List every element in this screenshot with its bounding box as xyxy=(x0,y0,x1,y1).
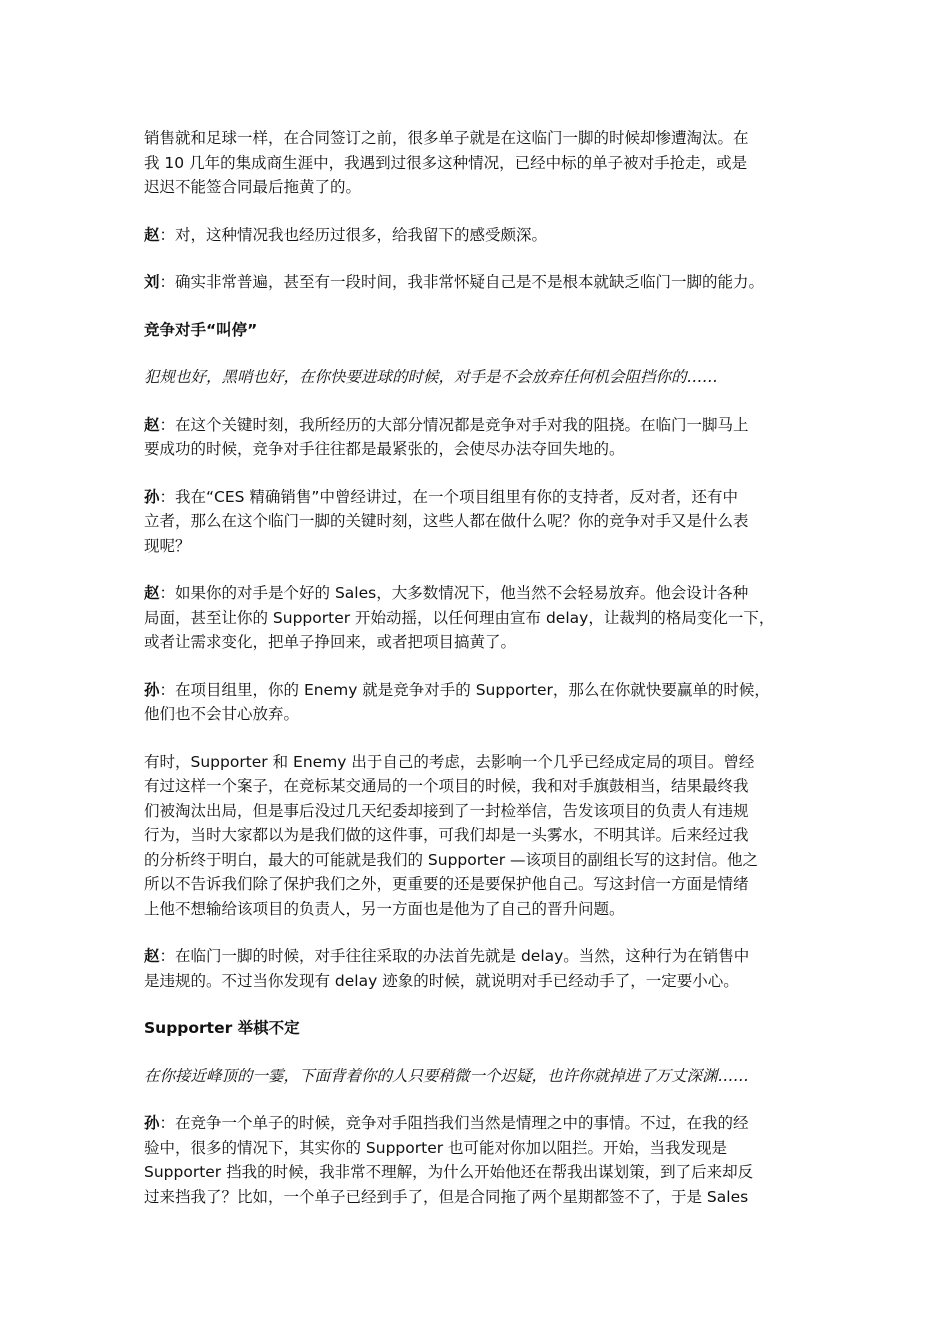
dialogue-text: ：我在“CES 精确销售”中曾经讲过，在一个项目组里有你的支持者，反对者，还有中 xyxy=(159,487,738,506)
section-heading: 竞争对手“叫停” xyxy=(144,320,258,339)
text-line: 我 10 几年的集成商生涯中，我遇到过很多这种情况，已经中标的单子被对手抢走，或是 xyxy=(144,153,748,172)
text-line xyxy=(144,1111,814,1136)
dialogue-text: ：如果你的对手是个好的 Sales，大多数情况下，他当然不会轻易放弃。他会设计各种 xyxy=(159,584,749,602)
dialogue-paragraph xyxy=(144,413,814,462)
text-line: 所以不告诉我们除了保护我们之外，更重要的还是要保护他自己。写这封信一方面是情绪 xyxy=(144,875,749,893)
text-line: 过来挡我了？比如，一个单子已经到手了，但是合同拖了两个星期都签不了，于是 Sales xyxy=(144,1187,749,1206)
text-line: 验中，很多的情况下，其实你的 Supporter 也可能对你加以阻拦。开始，当我发现是 xyxy=(144,1138,728,1157)
text-line: 销售就和足球一样，在合同签订之前，很多单子就是在这临门一脚的时候却惨遭淘汰。在 xyxy=(144,129,749,147)
dialogue-paragraph xyxy=(144,485,814,559)
text-line xyxy=(144,270,814,295)
dialogue-text: ：在竞争一个单子的时候，竞争对手阻挡我们当然是情理之中的事情。不过，在我的经 xyxy=(159,1114,749,1132)
text-line: 局面，甚至让你的 Supporter 开始动摇，以任何理由宣布 delay，让裁判的格局变化一下， xyxy=(144,608,775,627)
text-line xyxy=(144,944,814,969)
speaker-name: 赵 xyxy=(144,584,160,602)
text-line xyxy=(144,223,814,248)
dialogue-paragraph xyxy=(144,581,814,655)
case-paragraph xyxy=(144,750,814,922)
text-line: 是违规的。不过当你发现有 delay 迹象的时候，就说明对手已经动手了，一定要小心。 xyxy=(144,971,739,990)
text-line: 现呢？ xyxy=(144,536,191,555)
dialogue-text: ：在项目组里，你的 Enemy 就是竞争对手的 Supporter，那么在你就快要赢单的时候， xyxy=(159,680,770,699)
document-page xyxy=(144,126,814,1209)
section-heading: Supporter 举棋不定 xyxy=(144,1019,300,1037)
speaker-name: 刘 xyxy=(144,273,160,291)
speaker-name: 孙 xyxy=(144,1114,160,1132)
intro-paragraph xyxy=(144,126,814,200)
text-line: 的分析终于明白，最大的可能就是我们的 Supporter —该项目的副组长写的这封信。他之 xyxy=(144,850,759,869)
text-line: 他们也不会甘心放弃。 xyxy=(144,705,300,723)
text-line: 们被淘汰出局，但是事后没过几天纪委却接到了一封检举信，告发该项目的负责人有违规 xyxy=(144,801,749,820)
text-line xyxy=(144,581,814,606)
dialogue-text: ：确实非常普遍，甚至有一段时间，我非常怀疑自己是不是根本就缺乏临门一脚的能力。 xyxy=(159,273,765,291)
dialogue-paragraph xyxy=(144,944,814,993)
speaker-name: 赵 xyxy=(144,415,160,434)
section-epigraph: 犯规也好，黑哨也好，在你快要进球的时候，对手是不会放弃任何机会阻挡你的…… xyxy=(144,368,718,386)
dialogue-paragraph xyxy=(144,270,814,295)
speaker-name: 赵 xyxy=(144,947,160,965)
text-line: 或者让需求变化，把单子挣回来，或者把项目搞黄了。 xyxy=(144,633,517,651)
dialogue-text: ：在临门一脚的时候，对手往往采取的办法首先就是 delay。当然，这种行为在销售中 xyxy=(159,947,750,965)
text-line: 要成功的时候，竞争对手往往都是最紧张的，会使尽办法夺回失地的。 xyxy=(144,440,625,458)
text-line: 立者，那么在这个临门一脚的关键时刻，这些人都在做什么呢？你的竞争对手又是什么表 xyxy=(144,512,749,530)
section-epigraph: 在你接近峰顶的一霎，下面背着你的人只要稍微一个迟疑，也许你就掉进了万丈深渊…… xyxy=(144,1066,749,1085)
text-line: Supporter 挡我的时候，我非常不理解，为什么开始他还在帮我出谋划策，到了后来却反 xyxy=(144,1163,754,1181)
text-line xyxy=(144,485,814,510)
dialogue-text: ：在这个关键时刻，我所经历的大部分情况都是竞争对手对我的阻挠。在临门一脚马上 xyxy=(159,415,749,434)
text-line: 上他不想输给该项目的负责人，另一方面也是他为了自己的晋升问题。 xyxy=(144,899,625,918)
text-line xyxy=(144,678,814,703)
speaker-name: 孙 xyxy=(144,680,160,699)
text-line: 有过这样一个案子，在竞标某交通局的一个项目的时候，我和对手旗鼓相当，结果最终我 xyxy=(144,777,749,795)
text-line: 迟迟不能签合同最后拖黄了的。 xyxy=(144,178,362,196)
text-line xyxy=(144,413,814,438)
text-line: 有时，Supporter 和 Enemy 出于自己的考虑，去影响一个几乎已经成定局的项目。曾经 xyxy=(144,752,755,771)
dialogue-paragraph xyxy=(144,223,814,248)
text-line: 行为，当时大家都以为是我们做的这件事，可我们却是一头雾水，不明其详。后来经过我 xyxy=(144,826,749,844)
dialogue-paragraph xyxy=(144,1111,814,1209)
dialogue-paragraph xyxy=(144,678,814,727)
dialogue-text: ：对，这种情况我也经历过很多，给我留下的感受颇深。 xyxy=(159,225,548,244)
speaker-name: 孙 xyxy=(144,487,160,506)
speaker-name: 赵 xyxy=(144,225,160,244)
